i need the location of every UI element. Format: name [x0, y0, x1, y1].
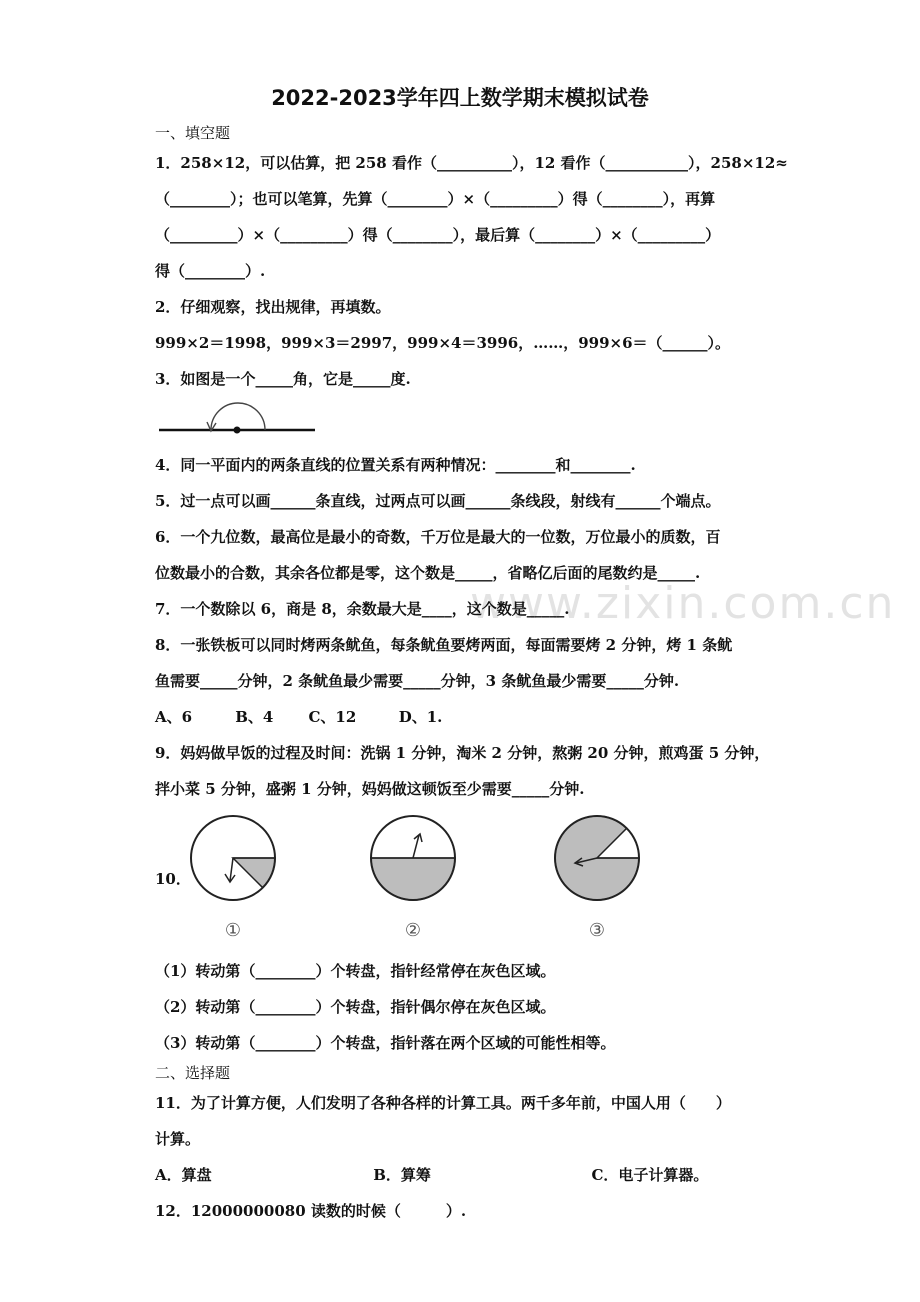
- q10-sub-2: （2）转动第（________）个转盘，指针偶尔停在灰色区域。: [155, 998, 556, 1016]
- q8-line-2: 鱼需要_____分钟，2 条鱿鱼最少需要_____分钟，3 条鱿鱼最少需要_____分钟.: [155, 672, 680, 690]
- q8-option-b: B、4: [235, 708, 274, 726]
- q12-text: 12．12000000080 读数的时候（ ）.: [155, 1202, 467, 1220]
- straight-angle-figure: [155, 398, 325, 440]
- spinner-dials: [185, 808, 655, 950]
- q5-text: 5．过一点可以画______条直线，过两点可以画______条线段，射线有______个端点。: [155, 492, 721, 510]
- q10-label: 10．: [155, 870, 191, 888]
- gray-sector-1: [233, 858, 275, 888]
- q9-line-2: 拌小菜 5 分钟，盛粥 1 分钟，妈妈做这顿饭至少需要_____分钟.: [155, 780, 585, 798]
- spinner-dial-1: [191, 816, 275, 900]
- dial-label-1: ①: [224, 920, 242, 941]
- watermark: www.zixin.com.cn: [470, 578, 896, 629]
- q11-line-1: 11．为了计算方便，人们发明了各种各样的计算工具。两千多年前，中国人用（ ）: [155, 1094, 731, 1112]
- q7-text: 7．一个数除以 6，商是 8，余数最大是____，这个数是_____.: [155, 600, 570, 618]
- gray-sector-2: [371, 858, 455, 900]
- q10-sub-1: （1）转动第（________）个转盘，指针经常停在灰色区域。: [155, 962, 556, 980]
- q8-option-a: A、6: [155, 708, 193, 726]
- q6-line-2: 位数最小的合数，其余各位都是零，这个数是_____，省略亿后面的尾数约是_____.: [155, 564, 701, 582]
- q2-line-2: 999×2＝1998，999×3＝2997，999×4＝3996，……，999×6＝（______）。: [155, 334, 731, 352]
- q1-line-4: 得（________）.: [155, 262, 266, 280]
- q11-options: [155, 1164, 708, 1185]
- q3-text: 3．如图是一个_____角，它是_____度.: [155, 370, 411, 388]
- q1-line-1: 1．258×12，可以估算，把 258 看作（__________），12 看作（___________），258×12≈: [155, 154, 788, 172]
- q1-line-2: （________）；也可以笔算，先算（________）×（_________）得（________），再算: [155, 190, 716, 208]
- q11-option-b: B．算筹: [373, 1166, 431, 1184]
- q8-options: [155, 706, 442, 727]
- q8-line-1: 8．一张铁板可以同时烤两条鱿鱼，每条鱿鱼要烤两面，每面需要烤 2 分钟，烤 1 条鱿: [155, 636, 733, 654]
- section-multiple-choice: 二、选择题: [155, 1064, 231, 1082]
- q4-text: 4．同一平面内的两条直线的位置关系有两种情况：________和________.: [155, 456, 636, 474]
- spinner-dial-3: [555, 816, 639, 900]
- q8-option-c: C、12: [308, 708, 357, 726]
- q8-option-d: D、1.: [398, 708, 443, 726]
- dial-label-3: ③: [588, 920, 606, 941]
- spinner-dial-2: [371, 816, 455, 900]
- dial-label-2: ②: [404, 920, 422, 941]
- q1-line-3: （_________）×（_________）得（________），最后算（________）×（_________）: [155, 226, 721, 244]
- q11-option-a: A．算盘: [155, 1166, 212, 1184]
- q11-option-c: C．电子计算器。: [591, 1166, 709, 1184]
- q10-sub-3: （3）转动第（________）个转盘，指针落在两个区域的可能性相等。: [155, 1034, 616, 1052]
- q2-line-1: 2．仔细观察，找出规律，再填数。: [155, 298, 391, 316]
- section-fill-in-blank: 一、填空题: [155, 124, 231, 142]
- q11-line-2: 计算。: [155, 1130, 201, 1148]
- page-title: 2022-2023学年四上数学期末模拟试卷: [271, 86, 649, 110]
- q9-line-1: 9．妈妈做早饭的过程及时间：洗锅 1 分钟，淘米 2 分钟，熬粥 20 分钟，煎鸡蛋 5 分钟，: [155, 744, 770, 762]
- q6-line-1: 6．一个九位数，最高位是最小的奇数，千万位是最大的一位数，万位最小的质数，百: [155, 528, 721, 546]
